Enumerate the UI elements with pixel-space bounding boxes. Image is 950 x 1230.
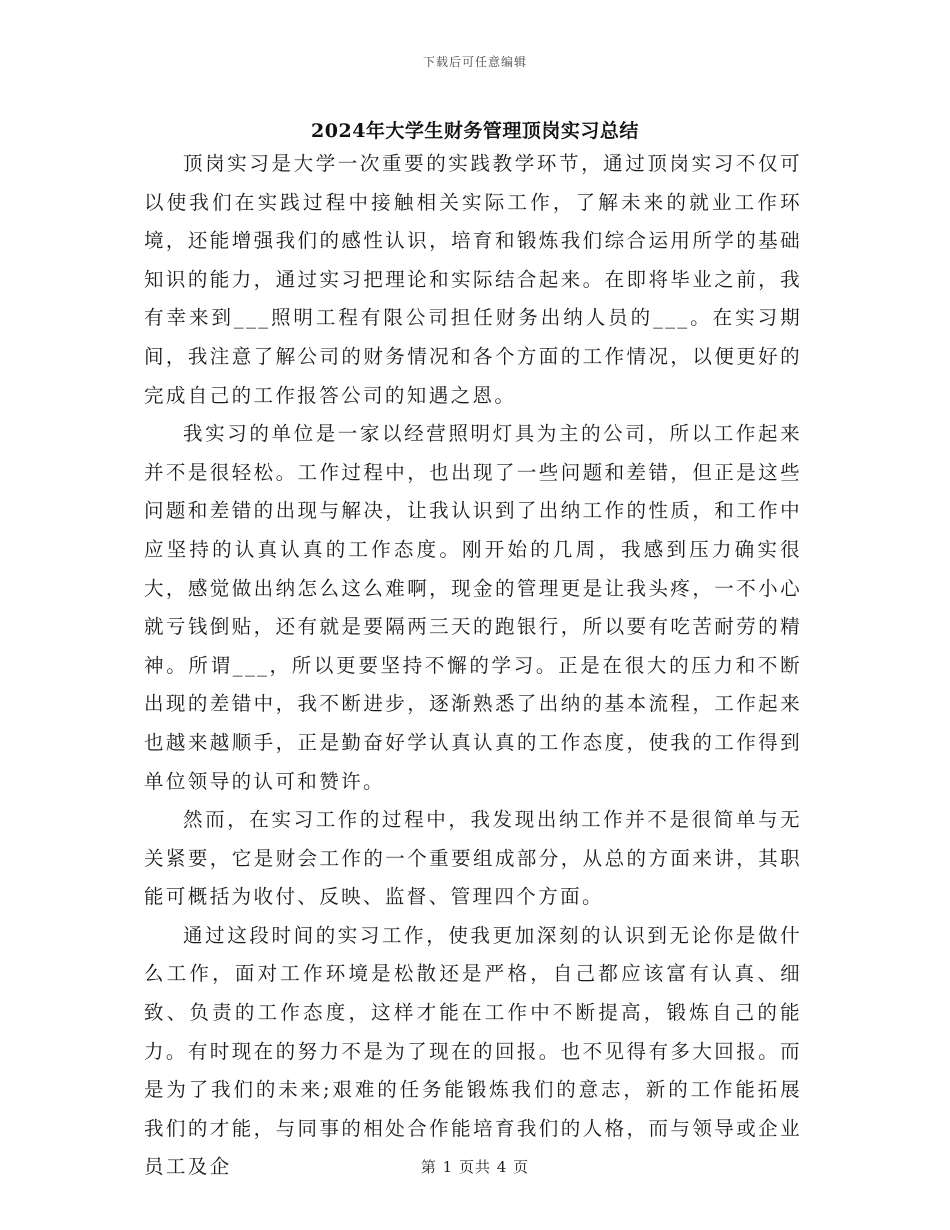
paragraph: 我实习的单位是一家以经营照明灯具为主的公司，所以工作起来并不是很轻松。工作过程中，也出现了一些问题和差错，但正是这些问题和差错的出现与解决，让我认识到了出纳工作的性质，和工作中应坚持的认真认真的工作态度。刚开始的几周，我感到压力确实很大，感觉做出纳怎么这么难啊，现金的管理更是让我头疼，一不小心就亏钱倒贴，还有就是要隔两三天的跑银行，所以要有吃苦耐劳的精神。所谓___，所以更要坚持不懈的学习。正是在很大的压力和不断出现的差错中，我不断进步，逐渐熟悉了出纳的基本流程，工作起来也越来越顺手，正是勤奋好学认真认真的工作态度，使我的工作得到单位领导的认可和赞许。 [144,422,802,793]
header-note: 下载后可任意编辑 [422,55,527,69]
paragraph: 通过这段时间的实习工作，使我更加深刻的认识到无论你是做什么工作，面对工作环境是松散还是严格，自己都应该富有认真、细致、负责的工作态度，这样才能在工作中不断提高，锻炼自己的能力。有时现在的努力不是为了现在的回报。也不见得有多大回报。而是为了我们的未来;艰难的任务能锻炼我们的意志，新的工作能拓展我们的才能，与同事的相处合作能培育我们的人格，而与领导或企业员工及企 [144,923,802,1179]
document-body [144,145,802,1187]
paragraph: 然而，在实习工作的过程中，我发现出纳工作并不是很简单与无关紧要，它是财会工作的一个重要组成部分，从总的方面来讲，其职能可概括为收付、反映、监督、管理四个方面。 [144,808,802,909]
document-title: 2024年大学生财务管理顶岗实习总结 [311,120,639,142]
page-number: 第 1 页共 4 页 [420,1158,530,1176]
paragraph: 顶岗实习是大学一次重要的实践教学环节，通过顶岗实习不仅可以使我们在实践过程中接触相关实际工作，了解未来的就业工作环境，还能增强我们的感性认识，培育和锻炼我们综合运用所学的基础知识的能力，通过实习把理论和实际结合起来。在即将毕业之前，我有幸来到___照明工程有限公司担任财务出纳人员的___。在实习期间，我注意了解公司的财务情况和各个方面的工作情况，以便更好的完成自己的工作报答公司的知遇之恩。 [144,152,802,407]
